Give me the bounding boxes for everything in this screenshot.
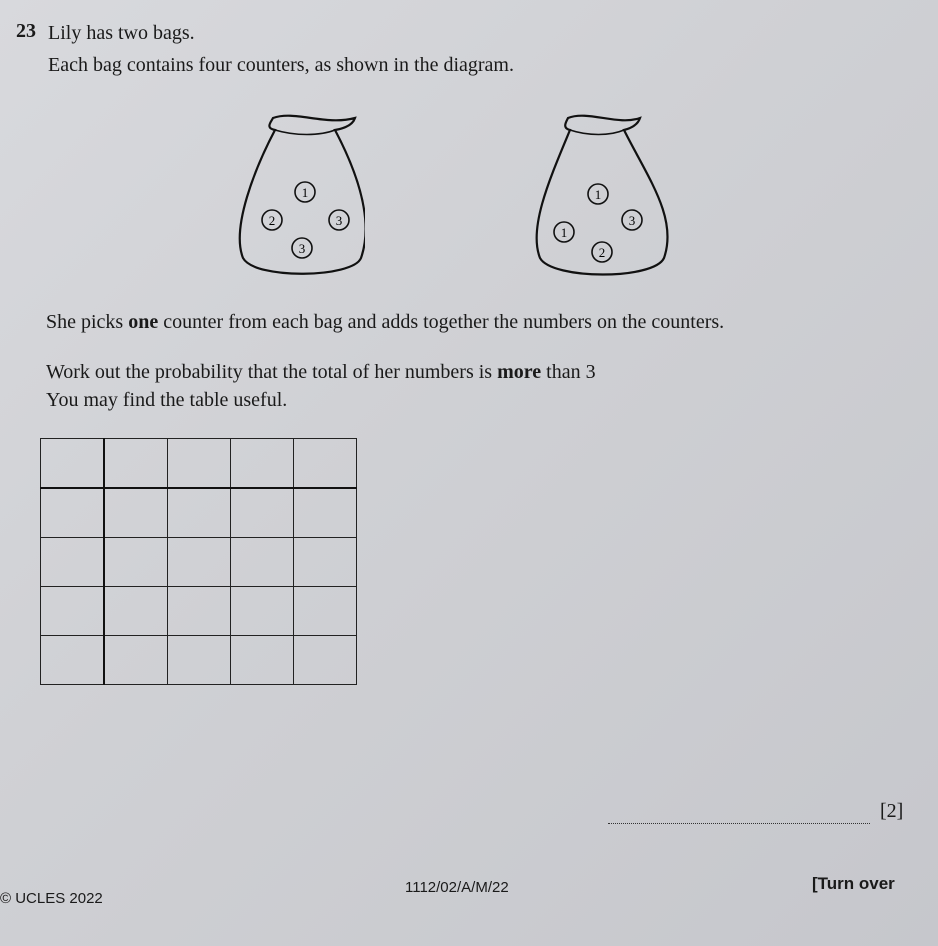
question-number: 23 (16, 20, 36, 42)
answer-line[interactable] (608, 823, 870, 824)
bag-2-diagram (528, 108, 678, 288)
bag-2-counter (554, 222, 574, 242)
sample-space-table (40, 438, 357, 685)
copyright: © UCLES 2022 (0, 890, 103, 907)
bag-2-counter-label: 1 (594, 187, 602, 202)
table-row (41, 488, 357, 538)
bag-1-counter (262, 210, 282, 230)
bag-2-counter-label: 1 (560, 225, 568, 240)
bag-2-counter-label: 3 (628, 213, 636, 228)
question-text-line3: She picks one counter from each bag and adds together the numbers on the counters. (46, 311, 725, 333)
bag-1-counter-label: 3 (335, 213, 343, 228)
bag-1-counter (292, 238, 312, 258)
bag-2-counter-label: 2 (598, 245, 606, 260)
table-row (41, 587, 357, 636)
bag-1-counter-label: 2 (268, 213, 276, 228)
bag-2-counter (592, 242, 612, 262)
table-row (41, 439, 357, 489)
marks-label: [2] (880, 800, 904, 822)
bag-1-counter (329, 210, 349, 230)
bag-1-counter-label: 3 (298, 241, 306, 256)
bag-1-diagram (235, 108, 365, 288)
question-text-line5: You may find the table useful. (46, 389, 288, 411)
paper-code: 1112/02/A/M/22 (405, 879, 509, 896)
bag-2-counter (622, 210, 642, 230)
table-row (41, 636, 357, 685)
table-row (41, 538, 357, 587)
question-text-line4: Work out the probability that the total of her numbers is more than 3 (46, 361, 596, 383)
bag-2-counter (588, 184, 608, 204)
question-text-line1: Lily has two bags. (48, 22, 195, 44)
bag-1-counter-label: 1 (301, 185, 309, 200)
question-text-line2: Each bag contains four counters, as shown in the diagram. (48, 54, 514, 76)
bag-1-counter (295, 182, 315, 202)
turn-over-label: [Turn over (812, 874, 895, 893)
